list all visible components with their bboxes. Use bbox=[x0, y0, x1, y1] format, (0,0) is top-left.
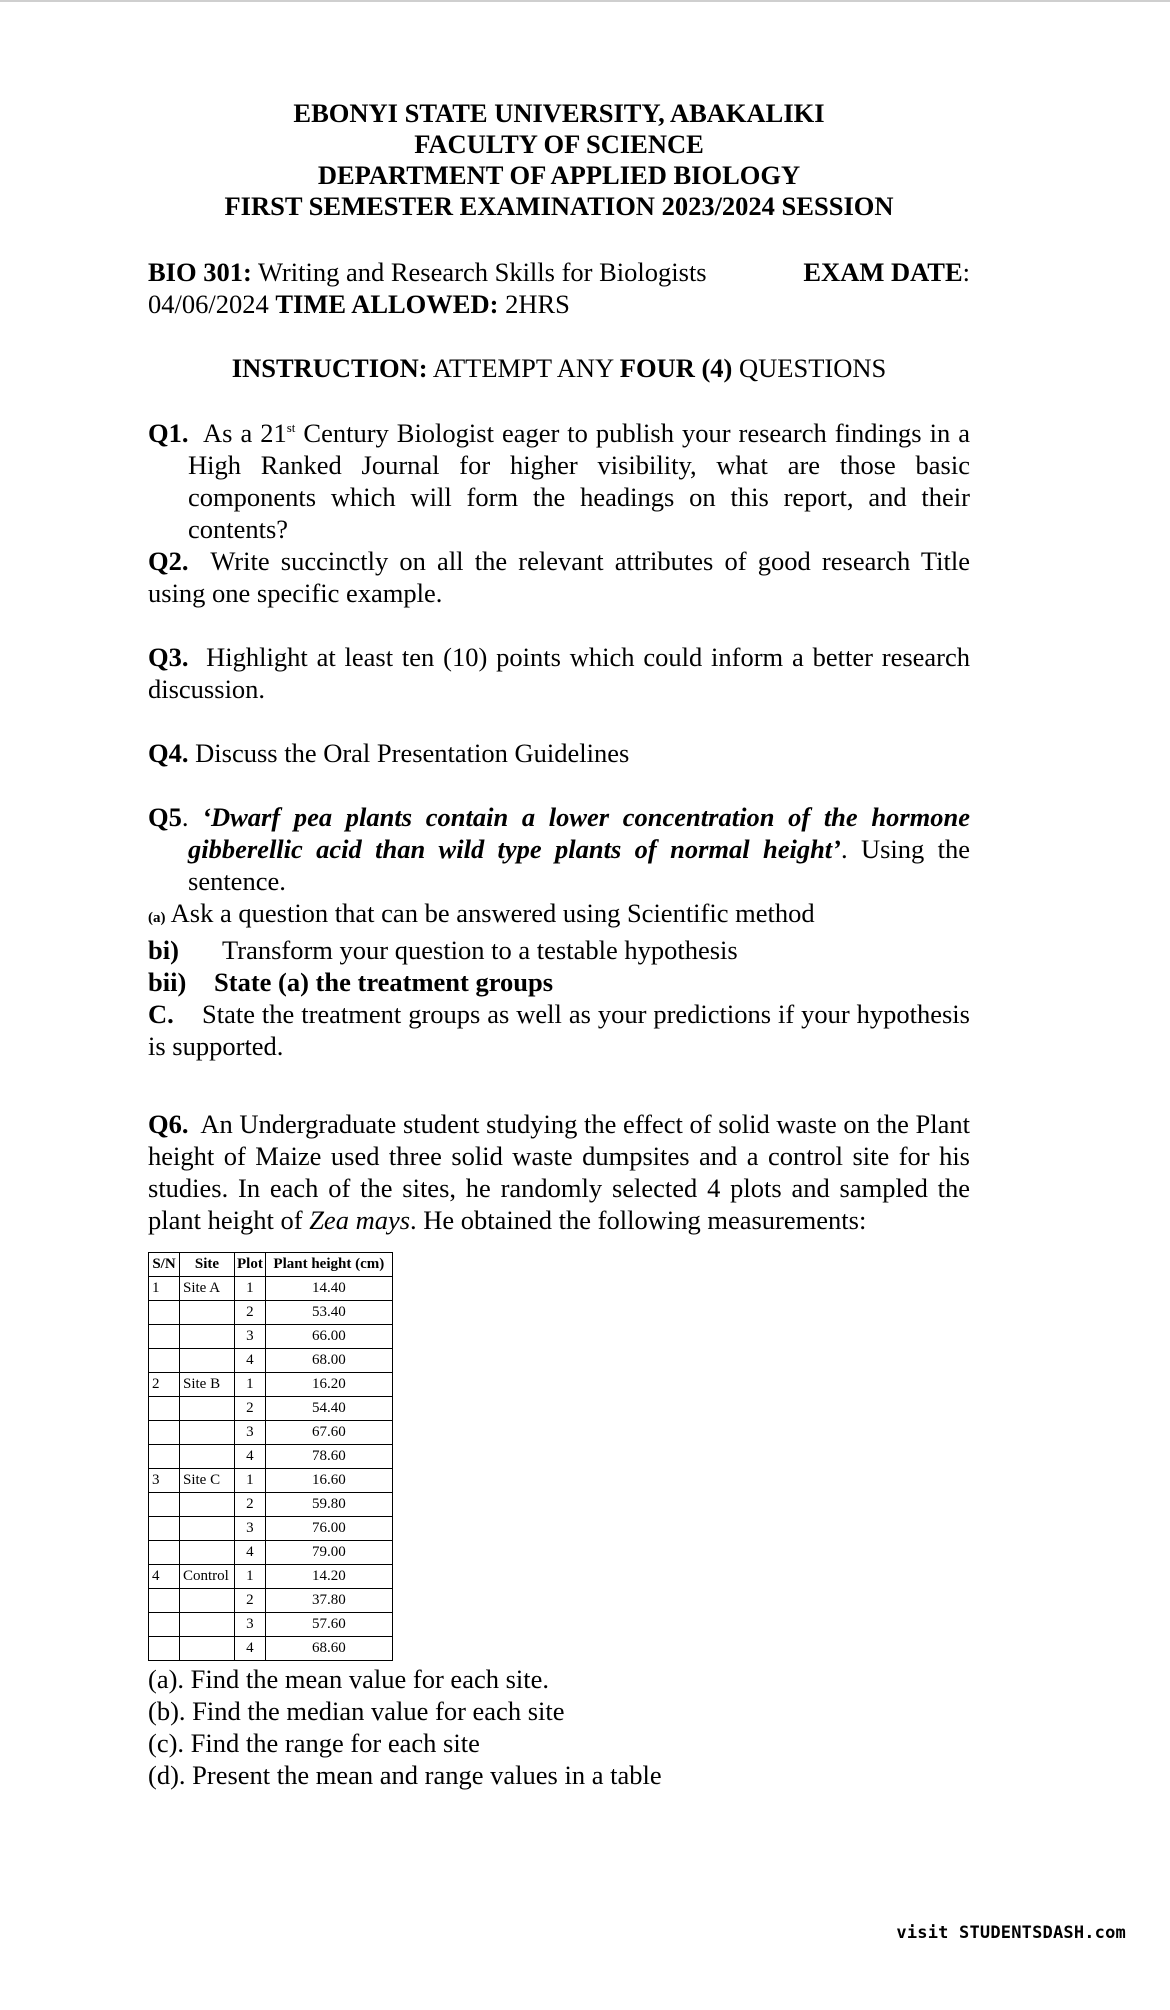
table-row bbox=[149, 1420, 393, 1444]
cell-site bbox=[180, 1492, 235, 1516]
question-4 bbox=[148, 737, 970, 769]
cell-plot: 3 bbox=[235, 1516, 266, 1540]
question-number: Q6. bbox=[148, 1108, 189, 1139]
task-d: (d). Present the mean and range values in a table bbox=[148, 1759, 662, 1790]
table-row bbox=[149, 1324, 393, 1348]
cell-plot: 3 bbox=[235, 1324, 266, 1348]
cell-plot: 3 bbox=[235, 1612, 266, 1636]
cell-sn bbox=[149, 1636, 180, 1660]
question-text: Century Biologist eager to publish your research findings in a High Ranked Journal for higher visibility, what are those basic components which will form the headings on this report, and their contents? bbox=[188, 417, 970, 544]
sub-label: (a) bbox=[148, 909, 166, 926]
table-header-row bbox=[149, 1252, 393, 1276]
exam-date-label: EXAM DATE bbox=[803, 257, 963, 287]
cell-height: 66.00 bbox=[265, 1324, 392, 1348]
table-row bbox=[149, 1372, 393, 1396]
question-text: . He obtained the following measurements: bbox=[410, 1204, 867, 1235]
sub-text: State (a) the treatment groups bbox=[214, 966, 554, 997]
cell-height: 53.40 bbox=[265, 1300, 392, 1324]
cell-height: 76.00 bbox=[265, 1516, 392, 1540]
question-text: Write succinctly on all the relevant attributes of good research Title using one specific example. bbox=[148, 545, 970, 608]
course-info bbox=[148, 256, 970, 320]
table-row bbox=[149, 1612, 393, 1636]
cell-height: 54.40 bbox=[265, 1396, 392, 1420]
question-number: Q1. bbox=[148, 417, 189, 448]
cell-plot: 1 bbox=[235, 1372, 266, 1396]
question-number: Q2. bbox=[148, 545, 189, 576]
table-row bbox=[149, 1636, 393, 1660]
cell-plot: 2 bbox=[235, 1588, 266, 1612]
cell-height: 79.00 bbox=[265, 1540, 392, 1564]
question-6-tasks bbox=[148, 1663, 970, 1791]
cell-plot: 1 bbox=[235, 1276, 266, 1300]
table-row bbox=[149, 1564, 393, 1588]
instruction-text-pre: ATTEMPT ANY bbox=[432, 353, 614, 383]
cell-height: 14.40 bbox=[265, 1276, 392, 1300]
cell-site bbox=[180, 1444, 235, 1468]
cell-site: Site A bbox=[180, 1276, 235, 1300]
table-row bbox=[149, 1300, 393, 1324]
instruction-text-post: QUESTIONS bbox=[739, 353, 887, 383]
question-6 bbox=[148, 1108, 970, 1236]
cell-height: 14.20 bbox=[265, 1564, 392, 1588]
cell-height: 59.80 bbox=[265, 1492, 392, 1516]
sub-label: bi) bbox=[148, 934, 179, 965]
table-row bbox=[149, 1348, 393, 1372]
cell-height: 68.00 bbox=[265, 1348, 392, 1372]
cell-sn bbox=[149, 1300, 180, 1324]
table-row bbox=[149, 1468, 393, 1492]
question-text: . Using the sentence. bbox=[188, 833, 971, 896]
cell-site bbox=[180, 1300, 235, 1324]
cell-sn bbox=[149, 1396, 180, 1420]
cell-sn: 4 bbox=[149, 1564, 180, 1588]
header-site: Site bbox=[180, 1252, 235, 1276]
question-number: Q5 bbox=[148, 801, 182, 832]
instruction bbox=[148, 352, 970, 384]
cell-height: 57.60 bbox=[265, 1612, 392, 1636]
superscript: st bbox=[286, 420, 296, 435]
cell-site bbox=[180, 1516, 235, 1540]
table-row bbox=[149, 1444, 393, 1468]
cell-plot: 2 bbox=[235, 1396, 266, 1420]
cell-height: 68.60 bbox=[265, 1636, 392, 1660]
cell-sn bbox=[149, 1444, 180, 1468]
header-plot: Plot bbox=[235, 1252, 266, 1276]
faculty-name: FACULTY OF SCIENCE bbox=[414, 129, 704, 159]
question-number: Q3. bbox=[148, 641, 189, 672]
cell-height: 67.60 bbox=[265, 1420, 392, 1444]
university-name: EBONYI STATE UNIVERSITY, ABAKALIKI bbox=[293, 98, 825, 128]
cell-sn: 3 bbox=[149, 1468, 180, 1492]
cell-sn bbox=[149, 1588, 180, 1612]
cell-plot: 1 bbox=[235, 1564, 266, 1588]
task-b: (b). Find the median value for each site bbox=[148, 1695, 565, 1726]
sub-label: C. bbox=[148, 998, 174, 1029]
question-5bi bbox=[148, 934, 970, 966]
cell-height: 16.60 bbox=[265, 1468, 392, 1492]
sub-label: bii) bbox=[148, 966, 187, 997]
cell-plot: 2 bbox=[235, 1492, 266, 1516]
cell-site bbox=[180, 1612, 235, 1636]
quoted-statement: ‘Dwarf pea plants contain a lower concentration of the hormone gibberellic acid than wild type plants of normal height’ bbox=[188, 801, 971, 864]
cell-sn bbox=[149, 1540, 180, 1564]
cell-height: 37.80 bbox=[265, 1588, 392, 1612]
cell-plot: 4 bbox=[235, 1444, 266, 1468]
exam-header bbox=[98, 98, 1020, 222]
cell-sn bbox=[149, 1612, 180, 1636]
cell-site bbox=[180, 1636, 235, 1660]
footer-watermark: visit STUDENTSDASH.com bbox=[896, 1923, 1126, 1943]
table-row bbox=[149, 1540, 393, 1564]
exam-title: FIRST SEMESTER EXAMINATION 2023/2024 SESSION bbox=[224, 191, 894, 221]
cell-site bbox=[180, 1588, 235, 1612]
table-row bbox=[149, 1276, 393, 1300]
cell-sn bbox=[149, 1324, 180, 1348]
question-5bii bbox=[148, 966, 970, 998]
task-c: (c). Find the range for each site bbox=[148, 1727, 480, 1758]
time-allowed: 2HRS bbox=[505, 289, 570, 319]
table-row bbox=[149, 1492, 393, 1516]
cell-site bbox=[180, 1540, 235, 1564]
department-name: DEPARTMENT OF APPLIED BIOLOGY bbox=[317, 160, 801, 190]
course-code: BIO 301: bbox=[148, 257, 252, 287]
cell-plot: 4 bbox=[235, 1636, 266, 1660]
cell-site bbox=[180, 1348, 235, 1372]
cell-plot: 4 bbox=[235, 1540, 266, 1564]
cell-site bbox=[180, 1324, 235, 1348]
question-punct: . bbox=[181, 801, 203, 832]
question-text: An Undergraduate student studying the effect of solid waste on the Plant height of Maize used three solid waste dumpsites and a control site for his studies. In each of the sites, he randomly selected 4 plots and sampled the plant height of bbox=[148, 1108, 970, 1235]
sub-text: Ask a question that can be answered using Scientific method bbox=[170, 897, 815, 928]
sub-text: State the treatment groups as well as your predictions if your hypothesis is supported. bbox=[148, 998, 970, 1061]
time-allowed-label: TIME ALLOWED: bbox=[275, 289, 499, 319]
question-2 bbox=[148, 545, 970, 609]
question-3 bbox=[148, 641, 970, 705]
cell-plot: 3 bbox=[235, 1420, 266, 1444]
table-row bbox=[149, 1396, 393, 1420]
exam-paper bbox=[148, 98, 970, 1791]
instruction-count: FOUR (4) bbox=[619, 353, 733, 383]
question-1 bbox=[148, 412, 970, 545]
header-height: Plant height (cm) bbox=[265, 1252, 392, 1276]
question-number: Q4. bbox=[148, 737, 189, 768]
question-5 bbox=[148, 801, 970, 897]
cell-sn: 2 bbox=[149, 1372, 180, 1396]
course-title: Writing and Research Skills for Biologists bbox=[257, 257, 707, 287]
sub-text: Transform your question to a testable hypothesis bbox=[222, 934, 738, 965]
question-5c bbox=[148, 998, 970, 1062]
plant-height-table bbox=[148, 1252, 393, 1661]
cell-sn bbox=[149, 1492, 180, 1516]
cell-sn bbox=[149, 1420, 180, 1444]
cell-site: Site B bbox=[180, 1372, 235, 1396]
page-top-border bbox=[0, 0, 1170, 2]
cell-plot: 1 bbox=[235, 1468, 266, 1492]
cell-sn bbox=[149, 1516, 180, 1540]
task-a: (a). Find the mean value for each site. bbox=[148, 1663, 550, 1694]
cell-site bbox=[180, 1420, 235, 1444]
cell-height: 78.60 bbox=[265, 1444, 392, 1468]
question-5a bbox=[148, 897, 970, 934]
header-sn: S/N bbox=[149, 1252, 180, 1276]
cell-sn: 1 bbox=[149, 1276, 180, 1300]
cell-plot: 4 bbox=[235, 1348, 266, 1372]
instruction-label: INSTRUCTION: bbox=[231, 353, 428, 383]
exam-date: 04/06/2024 bbox=[148, 289, 269, 319]
cell-height: 16.20 bbox=[265, 1372, 392, 1396]
cell-sn bbox=[149, 1348, 180, 1372]
cell-site: Site C bbox=[180, 1468, 235, 1492]
table-row bbox=[149, 1588, 393, 1612]
table-row bbox=[149, 1516, 393, 1540]
exam-date-colon: : bbox=[962, 257, 970, 287]
cell-plot: 2 bbox=[235, 1300, 266, 1324]
cell-site: Control bbox=[180, 1564, 235, 1588]
question-text: Highlight at least ten (10) points which could inform a better research discussion. bbox=[148, 641, 971, 704]
species-name: Zea mays bbox=[309, 1204, 411, 1235]
question-text: Discuss the Oral Presentation Guidelines bbox=[195, 737, 630, 768]
cell-site bbox=[180, 1396, 235, 1420]
question-text: As a 21 bbox=[203, 417, 287, 448]
